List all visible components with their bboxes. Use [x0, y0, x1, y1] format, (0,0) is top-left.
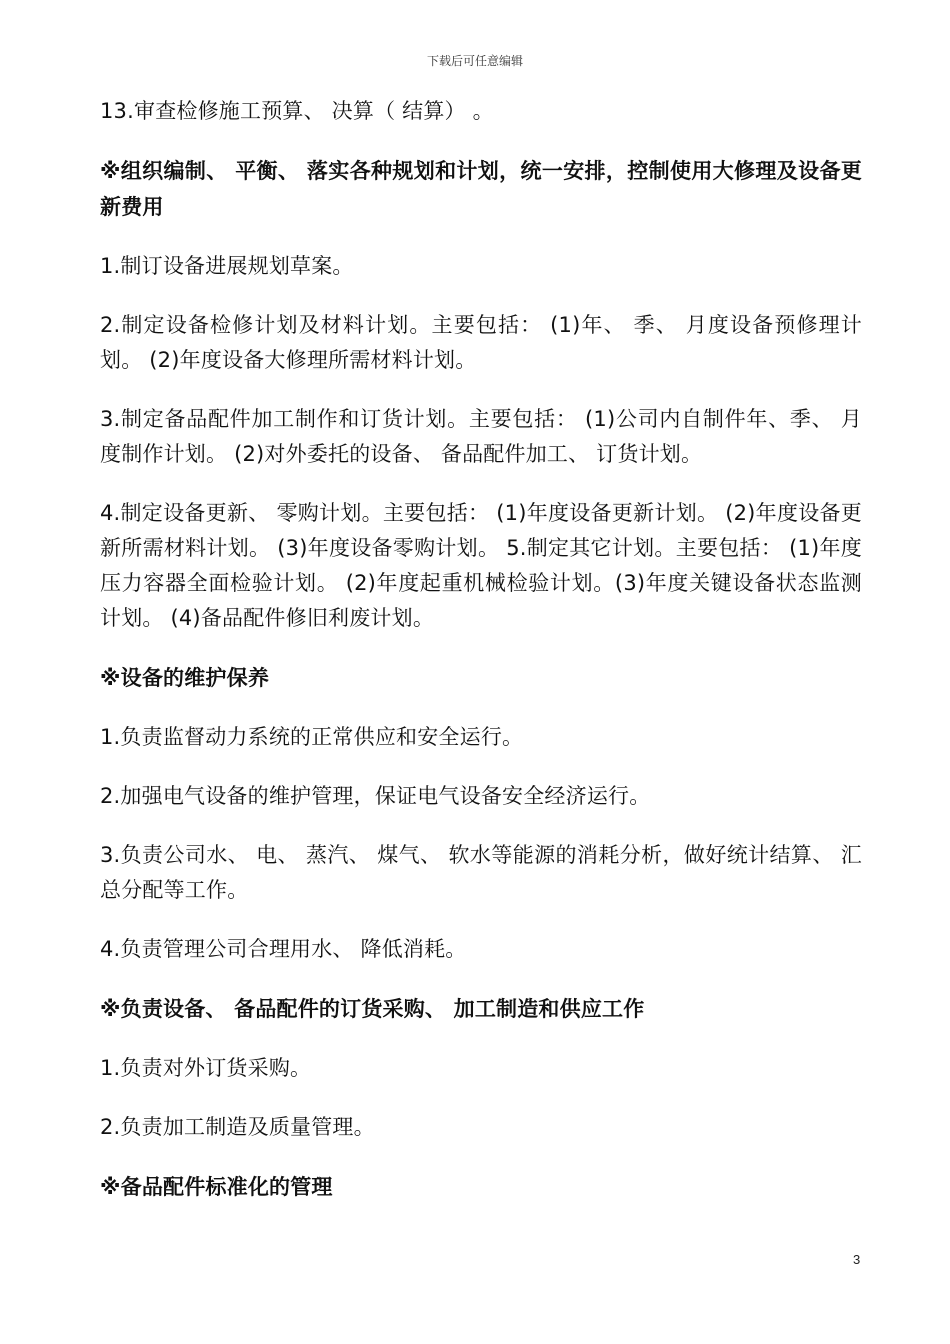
section-heading-planning: ※组织编制、 平衡、 落实各种规划和计划，统一安排，控制使用大修理及设备更新费用: [100, 159, 862, 219]
item-4-water-management: 4.负责管理公司合理用水、 降低消耗。: [100, 937, 467, 961]
item-13-review-budget: 13.审查检修施工预算、 决算（ 结算） 。: [100, 99, 494, 123]
item-1-development-plan: 1.制订设备进展规划草案。: [100, 254, 354, 278]
section-heading-maintenance: ※设备的维护保养: [100, 666, 270, 690]
item-1-power-system: 1.负责监督动力系统的正常供应和安全运行。: [100, 725, 524, 749]
item-2-electrical-maintenance: 2.加强电气设备的维护管理，保证电气设备安全经济运行。: [100, 784, 651, 808]
section-heading-standardization: ※备品配件标准化的管理: [100, 1175, 333, 1199]
item-2-manufacturing-quality: 2.负责加工制造及质量管理。: [100, 1115, 375, 1139]
item-3-energy-analysis: 3.负责公司水、 电、 蒸汽、 煤气、 软水等能源的消耗分析，做好统计结算、 汇总分配等工作。: [100, 843, 862, 902]
item-4-equipment-update-plan: 4.制定设备更新、 零购计划。主要包括： (1)年度设备更新计划。 (2)年度设备更新所需材料计划。 (3)年度设备零购计划。 5.制定其它计划。主要包括： (1)年度压力容器全面检验计划。 (2)年度起重机械检验计划。(3)年度关键设备状态监测计划。 (4)备品配件修旧利废计划。: [100, 501, 862, 630]
item-3-spare-parts-plan: 3.制定备品配件加工制作和订货计划。主要包括： (1)公司内自制件年、季、 月度制作计划。 (2)对外委托的设备、 备品配件加工、 订货计划。: [100, 407, 862, 466]
item-1-external-procurement: 1.负责对外订货采购。: [100, 1056, 312, 1080]
page-header: 下载后可任意编辑: [426, 54, 523, 68]
page-number: 3: [853, 1252, 861, 1267]
item-2-maintenance-plan: 2.制定设备检修计划及材料计划。主要包括： (1)年、 季、 月度设备预修理计划。 (2)年度设备大修理所需材料计划。: [100, 313, 862, 372]
section-heading-procurement: ※负责设备、 备品配件的订货采购、 加工制造和供应工作: [100, 997, 645, 1021]
document-body: [100, 94, 862, 1229]
